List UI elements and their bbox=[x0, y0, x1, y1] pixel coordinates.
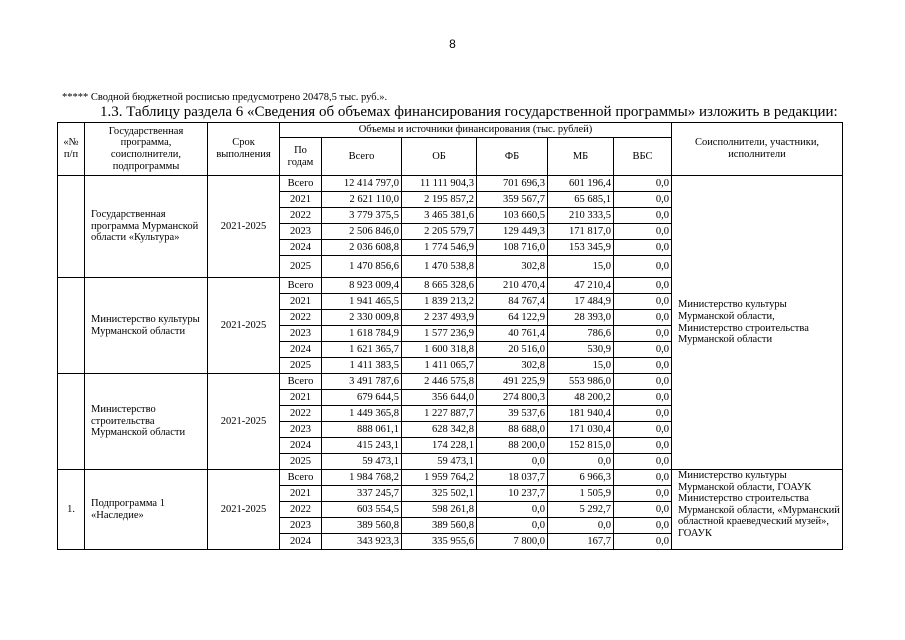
fb-cell: 359 567,7 bbox=[477, 192, 548, 208]
mb-cell: 181 940,4 bbox=[548, 406, 614, 422]
mb-cell: 0,0 bbox=[548, 518, 614, 534]
mb-cell: 6 966,3 bbox=[548, 470, 614, 486]
vbs-cell: 0,0 bbox=[614, 310, 672, 326]
row-num bbox=[58, 374, 85, 470]
total-cell: 415 243,1 bbox=[322, 438, 402, 454]
fb-cell: 103 660,5 bbox=[477, 208, 548, 224]
fb-cell: 18 037,7 bbox=[477, 470, 548, 486]
year-cell: 2022 bbox=[280, 406, 322, 422]
vbs-cell: 0,0 bbox=[614, 192, 672, 208]
vbs-cell: 0,0 bbox=[614, 486, 672, 502]
vbs-cell: 0,0 bbox=[614, 422, 672, 438]
year-cell: 2021 bbox=[280, 390, 322, 406]
header-vbs: ВБС bbox=[614, 138, 672, 176]
fb-cell: 0,0 bbox=[477, 502, 548, 518]
program-name: Подпрограмма 1 «Наследие» bbox=[85, 470, 208, 550]
vbs-cell: 0,0 bbox=[614, 390, 672, 406]
ob-cell: 2 195 857,2 bbox=[402, 192, 477, 208]
period: 2021-2025 bbox=[208, 374, 280, 470]
fb-cell: 491 225,9 bbox=[477, 374, 548, 390]
total-cell: 2 621 110,0 bbox=[322, 192, 402, 208]
total-cell: 603 554,5 bbox=[322, 502, 402, 518]
total-cell: 679 644,5 bbox=[322, 390, 402, 406]
year-cell: 2022 bbox=[280, 310, 322, 326]
row-num bbox=[58, 278, 85, 374]
fb-cell: 302,8 bbox=[477, 358, 548, 374]
total-cell: 12 414 797,0 bbox=[322, 176, 402, 192]
ob-cell: 1 470 538,8 bbox=[402, 256, 477, 278]
mb-cell: 153 345,9 bbox=[548, 240, 614, 256]
vbs-cell: 0,0 bbox=[614, 470, 672, 486]
ob-cell: 598 261,8 bbox=[402, 502, 477, 518]
ob-cell: 2 205 579,7 bbox=[402, 224, 477, 240]
ob-cell: 59 473,1 bbox=[402, 454, 477, 470]
ob-cell: 389 560,8 bbox=[402, 518, 477, 534]
header-ob: ОБ bbox=[402, 138, 477, 176]
mb-cell: 15,0 bbox=[548, 358, 614, 374]
financing-table bbox=[57, 122, 843, 550]
fb-cell: 88 688,0 bbox=[477, 422, 548, 438]
total-cell: 2 036 608,8 bbox=[322, 240, 402, 256]
year-cell: 2024 bbox=[280, 342, 322, 358]
fb-cell: 64 122,9 bbox=[477, 310, 548, 326]
year-cell: 2021 bbox=[280, 486, 322, 502]
vbs-cell: 0,0 bbox=[614, 278, 672, 294]
ob-cell: 1 959 764,2 bbox=[402, 470, 477, 486]
mb-cell: 786,6 bbox=[548, 326, 614, 342]
vbs-cell: 0,0 bbox=[614, 454, 672, 470]
year-cell: 2021 bbox=[280, 294, 322, 310]
fb-cell: 274 800,3 bbox=[477, 390, 548, 406]
ob-cell: 1 774 546,9 bbox=[402, 240, 477, 256]
coexecutors-subprogram: Министерство культуры Мурманской области, ГОАУК Министерство строительства Мурманской области, «Мурманский областной краеведческий музей», ГОАУК bbox=[672, 470, 843, 550]
year-cell: 2023 bbox=[280, 518, 322, 534]
header-coexecutors: Соисполнители, участники, исполнители bbox=[672, 123, 843, 176]
year-cell: 2024 bbox=[280, 438, 322, 454]
fb-cell: 108 716,0 bbox=[477, 240, 548, 256]
mb-cell: 152 815,0 bbox=[548, 438, 614, 454]
mb-cell: 15,0 bbox=[548, 256, 614, 278]
total-cell: 8 923 009,4 bbox=[322, 278, 402, 294]
ob-cell: 356 644,0 bbox=[402, 390, 477, 406]
fb-cell: 88 200,0 bbox=[477, 438, 548, 454]
mb-cell: 65 685,1 bbox=[548, 192, 614, 208]
period: 2021-2025 bbox=[208, 470, 280, 550]
page-number: 8 bbox=[449, 37, 456, 51]
year-cell: 2023 bbox=[280, 422, 322, 438]
fb-cell: 0,0 bbox=[477, 518, 548, 534]
year-cell: Всего bbox=[280, 470, 322, 486]
table-row bbox=[58, 470, 843, 486]
fb-cell: 701 696,3 bbox=[477, 176, 548, 192]
row-num: 1. bbox=[58, 470, 85, 550]
total-cell: 2 506 846,0 bbox=[322, 224, 402, 240]
ob-cell: 1 577 236,9 bbox=[402, 326, 477, 342]
header-mb: МБ bbox=[548, 138, 614, 176]
ob-cell: 1 600 318,8 bbox=[402, 342, 477, 358]
mb-cell: 5 292,7 bbox=[548, 502, 614, 518]
fb-cell: 84 767,4 bbox=[477, 294, 548, 310]
header-program: Государственная программа, соисполнители, подпрограммы bbox=[85, 123, 208, 176]
ob-cell: 8 665 328,6 bbox=[402, 278, 477, 294]
total-cell: 1 618 784,9 bbox=[322, 326, 402, 342]
fb-cell: 40 761,4 bbox=[477, 326, 548, 342]
mb-cell: 171 817,0 bbox=[548, 224, 614, 240]
mb-cell: 601 196,4 bbox=[548, 176, 614, 192]
fb-cell: 302,8 bbox=[477, 256, 548, 278]
mb-cell: 0,0 bbox=[548, 454, 614, 470]
ob-cell: 2 237 493,9 bbox=[402, 310, 477, 326]
row-num bbox=[58, 176, 85, 278]
section-heading: 1.3. Таблицу раздела 6 «Сведения об объемах финансирования государственной программы» изложить в редакции: bbox=[100, 104, 838, 120]
mb-cell: 210 333,5 bbox=[548, 208, 614, 224]
fb-cell: 210 470,4 bbox=[477, 278, 548, 294]
header-by-years: По годам bbox=[280, 138, 322, 176]
year-cell: 2025 bbox=[280, 256, 322, 278]
coexecutors-program: Министерство культуры Мурманской области, Министерство строительства Мурманской области bbox=[672, 176, 843, 470]
vbs-cell: 0,0 bbox=[614, 240, 672, 256]
mb-cell: 1 505,9 bbox=[548, 486, 614, 502]
ob-cell: 335 955,6 bbox=[402, 534, 477, 550]
footnote: ***** Сводной бюджетной росписью предусмотрено 20478,5 тыс. руб.». bbox=[62, 92, 388, 103]
mb-cell: 171 030,4 bbox=[548, 422, 614, 438]
ob-cell: 325 502,1 bbox=[402, 486, 477, 502]
vbs-cell: 0,0 bbox=[614, 358, 672, 374]
header-volumes: Объемы и источники финансирования (тыс. рублей) bbox=[280, 123, 672, 138]
total-cell: 1 411 383,5 bbox=[322, 358, 402, 374]
header-period: Срок выполнения bbox=[208, 123, 280, 176]
period: 2021-2025 bbox=[208, 278, 280, 374]
fb-cell: 20 516,0 bbox=[477, 342, 548, 358]
year-cell: Всего bbox=[280, 176, 322, 192]
total-cell: 1 470 856,6 bbox=[322, 256, 402, 278]
total-cell: 1 941 465,5 bbox=[322, 294, 402, 310]
vbs-cell: 0,0 bbox=[614, 326, 672, 342]
vbs-cell: 0,0 bbox=[614, 406, 672, 422]
ob-cell: 174 228,1 bbox=[402, 438, 477, 454]
fb-cell: 7 800,0 bbox=[477, 534, 548, 550]
table-row bbox=[58, 176, 843, 192]
year-cell: 2021 bbox=[280, 192, 322, 208]
vbs-cell: 0,0 bbox=[614, 342, 672, 358]
total-cell: 1 621 365,7 bbox=[322, 342, 402, 358]
fb-cell: 10 237,7 bbox=[477, 486, 548, 502]
vbs-cell: 0,0 bbox=[614, 518, 672, 534]
ob-cell: 628 342,8 bbox=[402, 422, 477, 438]
mb-cell: 28 393,0 bbox=[548, 310, 614, 326]
year-cell: 2022 bbox=[280, 208, 322, 224]
mb-cell: 17 484,9 bbox=[548, 294, 614, 310]
header-fb: ФБ bbox=[477, 138, 548, 176]
vbs-cell: 0,0 bbox=[614, 294, 672, 310]
ob-cell: 1 411 065,7 bbox=[402, 358, 477, 374]
program-name: Министерство культуры Мурманской области bbox=[85, 278, 208, 374]
year-cell: 2024 bbox=[280, 534, 322, 550]
total-cell: 337 245,7 bbox=[322, 486, 402, 502]
total-cell: 3 779 375,5 bbox=[322, 208, 402, 224]
fb-cell: 0,0 bbox=[477, 454, 548, 470]
ob-cell: 11 111 904,3 bbox=[402, 176, 477, 192]
total-cell: 3 491 787,6 bbox=[322, 374, 402, 390]
header-total: Всего bbox=[322, 138, 402, 176]
ob-cell: 1 227 887,7 bbox=[402, 406, 477, 422]
ob-cell: 1 839 213,2 bbox=[402, 294, 477, 310]
total-cell: 389 560,8 bbox=[322, 518, 402, 534]
year-cell: 2023 bbox=[280, 224, 322, 240]
ob-cell: 2 446 575,8 bbox=[402, 374, 477, 390]
year-cell: 2025 bbox=[280, 358, 322, 374]
year-cell: 2022 bbox=[280, 502, 322, 518]
vbs-cell: 0,0 bbox=[614, 208, 672, 224]
fb-cell: 39 537,6 bbox=[477, 406, 548, 422]
mb-cell: 48 200,2 bbox=[548, 390, 614, 406]
year-cell: 2024 bbox=[280, 240, 322, 256]
total-cell: 1 984 768,2 bbox=[322, 470, 402, 486]
vbs-cell: 0,0 bbox=[614, 256, 672, 278]
vbs-cell: 0,0 bbox=[614, 502, 672, 518]
year-cell: 2025 bbox=[280, 454, 322, 470]
vbs-cell: 0,0 bbox=[614, 374, 672, 390]
vbs-cell: 0,0 bbox=[614, 224, 672, 240]
year-cell: Всего bbox=[280, 278, 322, 294]
vbs-cell: 0,0 bbox=[614, 176, 672, 192]
total-cell: 2 330 009,8 bbox=[322, 310, 402, 326]
year-cell: Всего bbox=[280, 374, 322, 390]
vbs-cell: 0,0 bbox=[614, 534, 672, 550]
vbs-cell: 0,0 bbox=[614, 438, 672, 454]
total-cell: 888 061,1 bbox=[322, 422, 402, 438]
total-cell: 343 923,3 bbox=[322, 534, 402, 550]
mb-cell: 530,9 bbox=[548, 342, 614, 358]
program-name: Министерство строительства Мурманской области bbox=[85, 374, 208, 470]
total-cell: 59 473,1 bbox=[322, 454, 402, 470]
ob-cell: 3 465 381,6 bbox=[402, 208, 477, 224]
mb-cell: 553 986,0 bbox=[548, 374, 614, 390]
mb-cell: 47 210,4 bbox=[548, 278, 614, 294]
mb-cell: 167,7 bbox=[548, 534, 614, 550]
fb-cell: 129 449,3 bbox=[477, 224, 548, 240]
year-cell: 2023 bbox=[280, 326, 322, 342]
period: 2021-2025 bbox=[208, 176, 280, 278]
program-name: Государственная программа Мурманской области «Культура» bbox=[85, 176, 208, 278]
total-cell: 1 449 365,8 bbox=[322, 406, 402, 422]
header-num: «№ п/п bbox=[58, 123, 85, 176]
